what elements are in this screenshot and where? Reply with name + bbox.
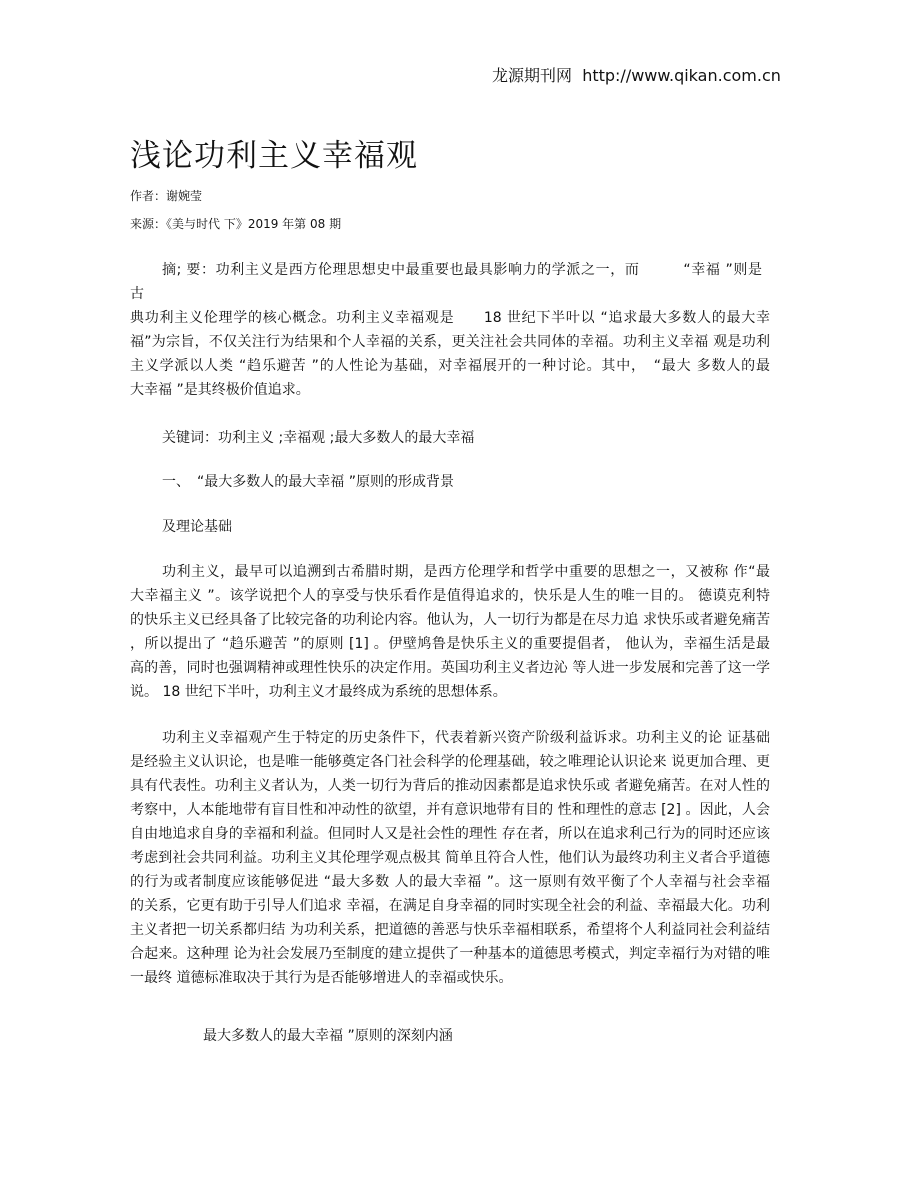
abstract-line: 典功利主义伦理学的核心概念。功利主义幸福观是 18 世纪下半叶以 “追求最大多数人的最大幸 (130, 310, 770, 326)
site-url[interactable]: http://www.qikan.com.cn (582, 66, 781, 85)
section-heading-1: 一、 “最大多数人的最大幸福 ”原则的形成背景 (162, 474, 454, 490)
article-title: 浅论功利主义幸福观 (130, 138, 418, 174)
abstract-line: 摘; 要：功利主义是西方伦理思想史中最重要也最具影响力的学派之一，而 “幸福 ”则是 (162, 262, 762, 278)
section-heading-2: 最大多数人的最大幸福 ”原则的深刻内涵 (203, 1028, 453, 1044)
paragraph-line: 自由地追求自身的幸福和利益。但同时人又是社会性的理性 存在者，所以在追求利己行为的同时还应该 (130, 826, 770, 842)
abstract-line: 福”为宗旨，不仅关注行为结果和个人幸福的关系，更关注社会共同体的幸福。功利主义幸福 观是功利 (130, 334, 770, 350)
paragraph-line: 高的善，同时也强调精神或理性快乐的决定作用。英国功利主义者边沁 等人进一步发展和完善了这一学 (130, 660, 770, 676)
paragraph-line: 说。 18 世纪下半叶，功利主义才最终成为系统的思想体系。 (130, 684, 507, 700)
paragraph-line: 合起来。这种理 论为社会发展乃至制度的建立提供了一种基本的道德思考模式，判定幸福行为对错的唯 (130, 946, 770, 962)
paragraph-line: 考虑到社会共同利益。功利主义其伦理学观点极其 简单且符合人性，他们认为最终功利主义者合乎道德 (130, 850, 770, 866)
paragraph-line: 是经验主义认识论，也是唯一能够奠定各门社会科学的伦理基础，较之唯理论认识论来 说更加合理、更 (130, 754, 770, 770)
author-line: 作者：谢婉莹 (130, 189, 203, 203)
section-subheading-1: 及理论基础 (162, 519, 232, 535)
paragraph-line: 一最终 道德标准取决于其行为是否能够增进人的幸福或快乐。 (130, 970, 513, 986)
paragraph-line: 的关系，它更有助于引导人们追求 幸福，在满足自身幸福的同时实现全社会的利益、幸福最大化。功利 (130, 898, 770, 914)
site-name: 龙源期刊网 (492, 66, 573, 85)
paragraph-line: 的快乐主义已经具备了比较完备的功利论内容。他认为，人一切行为都是在尽力追 求快乐或者避免痛苦 (130, 612, 770, 628)
paragraph-line: 功利主义，最早可以追溯到古希腊时期，是西方伦理学和哲学中重要的思想之一，又被称 作“最 (162, 564, 770, 580)
paragraph-line: 具有代表性。功利主义者认为，人类一切行为背后的推动因素都是追求快乐或 者避免痛苦。在对人性的 (130, 778, 770, 794)
paragraph-line: ，所以提出了 “趋乐避苦 ”的原则 [1] 。伊壁鸠鲁是快乐主义的重要提倡者， 他认为，幸福生活是最 (130, 636, 770, 652)
paragraph-line: 功利主义幸福观产生于特定的历史条件下，代表着新兴资产阶级利益诉求。功利主义的论 证基础 (162, 730, 770, 746)
keywords: 关键词：功利主义 ;幸福观 ;最大多数人的最大幸福 (162, 430, 475, 446)
abstract-line: 主义学派以人类 “趋乐避苦 ”的人性论为基础，对幸福展开的一种讨论。其中， “最大 多数人的最 (130, 358, 770, 374)
paragraph-line: 主义者把一切关系都归结 为功利关系，把道德的善恶与快乐幸福相联系，希望将个人利益同社会利益结 (130, 922, 770, 938)
abstract-line: 大幸福 ”是其终极价值追求。 (130, 382, 310, 398)
paragraph-line: 考察中，人本能地带有盲目性和冲动性的欲望，并有意识地带有目的 性和理性的意志 [2] 。因此，人会 (130, 802, 770, 818)
source-line: 来源：《美与时代 下》2019 年第 08 期 (130, 217, 342, 231)
journal-header (492, 63, 781, 86)
paragraph-line: 的行为或者制度应该能够促进 “最大多数 人的最大幸福 ”。这一原则有效平衡了个人幸福与社会幸福 (130, 874, 770, 890)
paragraph-line: 大幸福主义 ”。该学说把个人的享受与快乐看作是值得追求的，快乐是人生的唯一目的。 德谟克利特 (130, 588, 770, 604)
abstract-line: 古 (130, 286, 144, 302)
